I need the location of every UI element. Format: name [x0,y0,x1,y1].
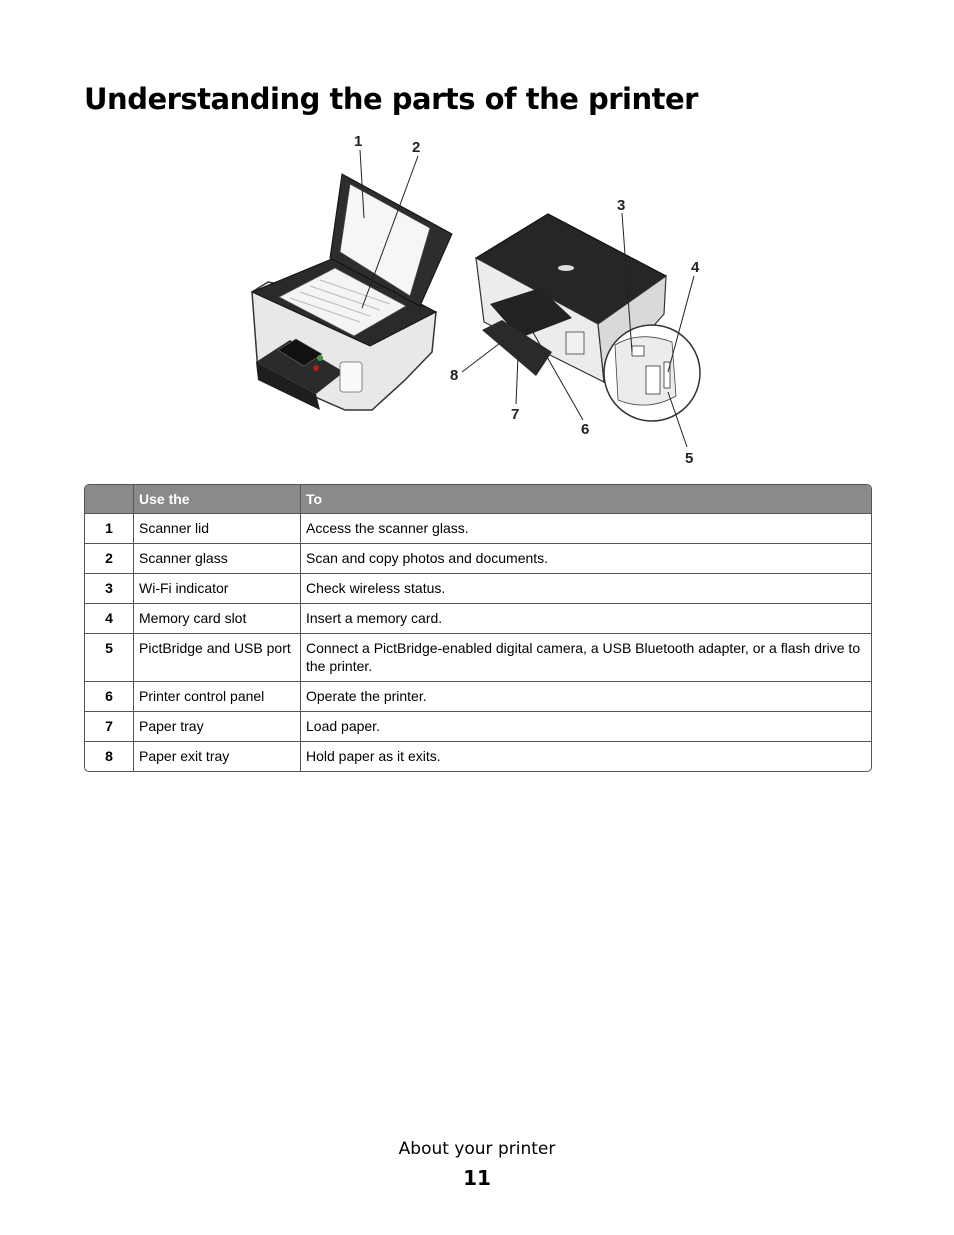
row-number: 6 [85,682,134,712]
table-row [85,604,871,634]
header-number [85,485,134,514]
row-use: Load paper. [301,712,872,742]
row-part: Paper exit tray [134,742,301,772]
table-row [85,634,871,682]
parts-table [84,484,872,772]
row-part: Paper tray [134,712,301,742]
page-title: Understanding the parts of the printer [84,82,698,116]
row-part: Memory card slot [134,604,301,634]
row-use: Connect a PictBridge-enabled digital camera, a USB Bluetooth adapter, or a flash drive to the printer. [301,634,872,682]
row-number: 1 [85,514,134,544]
row-part: Printer control panel [134,682,301,712]
row-use: Check wireless status. [301,574,872,604]
row-number: 7 [85,712,134,742]
row-part: Wi-Fi indicator [134,574,301,604]
callout-4: 4 [691,259,700,276]
row-use: Access the scanner glass. [301,514,872,544]
callout-3: 3 [617,197,626,214]
header-use-the: Use the [134,485,301,514]
row-number: 4 [85,604,134,634]
row-use: Operate the printer. [301,682,872,712]
row-part: Scanner lid [134,514,301,544]
callout-5: 5 [685,450,694,467]
row-number: 3 [85,574,134,604]
callout-1: 1 [354,133,363,150]
printer-open-illustration [252,174,452,410]
header-to: To [301,485,872,514]
printer-closed-illustration [476,214,700,421]
footer-section-title: About your printer [398,1139,556,1159]
table-header-row [85,485,871,514]
table-row [85,712,871,742]
row-number: 8 [85,742,134,772]
callout-7: 7 [511,406,520,423]
row-number: 5 [85,634,134,682]
table-row [85,514,871,544]
table-row [85,682,871,712]
row-use: Insert a memory card. [301,604,872,634]
table-row [85,544,871,574]
row-use: Hold paper as it exits. [301,742,872,772]
row-use: Scan and copy photos and documents. [301,544,872,574]
printer-parts-figure [240,128,720,473]
row-number: 2 [85,544,134,574]
callout-2: 2 [412,139,421,156]
table-row [85,742,871,772]
callout-8: 8 [450,367,459,384]
row-part: PictBridge and USB port [134,634,301,682]
row-part: Scanner glass [134,544,301,574]
callout-6: 6 [581,421,590,438]
table-row [85,574,871,604]
page-number: 11 [463,1166,491,1190]
